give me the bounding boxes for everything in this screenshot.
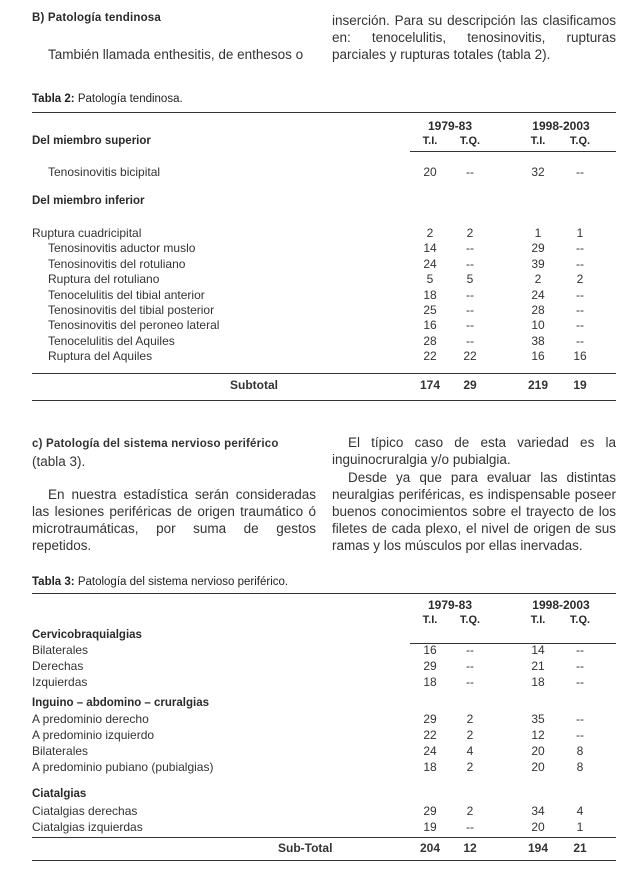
table3-cervico-row bbox=[32, 675, 616, 690]
section-b-heading: B) Patología tendinosa bbox=[32, 12, 161, 24]
table2-caption-label: Tabla 2: bbox=[32, 93, 75, 105]
table3-inguino-cell-b: 2 bbox=[466, 712, 474, 726]
table2-upper-cell-a: 20 bbox=[423, 165, 437, 179]
table3-cervico-cell-a: 18 bbox=[423, 675, 437, 689]
table2-col-tq-2: T.Q. bbox=[569, 135, 591, 147]
table2-col-ti-2: T.I. bbox=[530, 135, 546, 147]
table2-lower-cell-d: -- bbox=[576, 256, 584, 271]
table3-cervico-row-label: Derechas bbox=[32, 659, 84, 673]
table2-lower-cell-b: 2 bbox=[466, 226, 474, 240]
table2-lower-row bbox=[32, 272, 616, 287]
table2-lower-row-label: Tenosinovitis del peroneo lateral bbox=[48, 318, 220, 333]
table2-upper-cell-b: -- bbox=[466, 165, 474, 179]
table3-col-ti-2: T.I. bbox=[530, 614, 546, 626]
table3-inguino-cell-c: 20 bbox=[531, 744, 545, 758]
table2-lower-row-label: Tenocelulitis del Aquiles bbox=[48, 333, 175, 348]
table2-lower-cell-d: 1 bbox=[576, 226, 584, 240]
table3-caption-label: Tabla 3: bbox=[32, 576, 75, 588]
table3-ciatalgias-row bbox=[32, 804, 616, 819]
table3-inguino-row bbox=[32, 744, 616, 759]
table3-col-tq-2: T.Q. bbox=[569, 614, 591, 626]
table2-header-rule bbox=[410, 151, 616, 152]
table2-lower-cell-b: 5 bbox=[466, 272, 474, 287]
table2-lower-cell-a: 22 bbox=[423, 349, 437, 364]
table3-subtotal-b: 12 bbox=[463, 841, 477, 855]
table3-inguino-cell-b: 2 bbox=[466, 728, 474, 742]
table3-cervico-cell-d: -- bbox=[576, 643, 584, 657]
table2-lower-cell-c: 1 bbox=[534, 226, 542, 240]
table3-inguino-cell-c: 35 bbox=[531, 712, 545, 726]
table3-subtotal-d: 21 bbox=[573, 841, 587, 855]
table3-top-rule bbox=[32, 593, 616, 594]
table3-ciatalgias-cell-a: 19 bbox=[423, 820, 437, 834]
table2-subtotal-row bbox=[32, 378, 616, 393]
table2-lower-cell-c: 28 bbox=[531, 303, 545, 317]
table2-subtotal-b: 29 bbox=[463, 378, 477, 392]
table2-lower-cell-d: 2 bbox=[576, 272, 584, 287]
table2-lower-cell-a: 25 bbox=[423, 303, 437, 317]
table2-group-lower: Del miembro inferior bbox=[32, 195, 145, 207]
table2-lower-cell-c: 29 bbox=[531, 241, 545, 256]
table3-inguino-cell-b: 4 bbox=[466, 744, 474, 758]
table2-period-2: 1998-2003 bbox=[532, 119, 590, 133]
table2-lower-cell-c: 16 bbox=[531, 349, 545, 364]
table2-lower-cell-d: -- bbox=[576, 287, 584, 302]
section-c-right-paragraph-2: Desde ya que para evaluar las distintas neuralgias periféricas, es indispensable poseer buenos conocimientos sobre el trayecto de los filetes de cada plexo, el nivel de origen de sus ramas y los músculos por ellas inervadas. bbox=[332, 470, 616, 553]
table3-ciatalgias-cell-b: -- bbox=[466, 820, 474, 834]
table3-inguino-row-label: A predominio izquierdo bbox=[32, 728, 155, 742]
section-b-right-text: inserción. Para su descripción las clasificamos en: tenocelulitis, tenosinovitis, rupturas parciales y rupturas totales (tabla 2). bbox=[332, 13, 616, 62]
table3-bottom-rule bbox=[32, 860, 616, 861]
table3-period-2: 1998-2003 bbox=[532, 598, 590, 612]
table2-lower-cell-d: -- bbox=[576, 241, 584, 256]
table2-lower-cell-a: 16 bbox=[423, 318, 437, 333]
table3-inguino-cell-d: -- bbox=[576, 728, 584, 742]
table2-lower-cell-d: -- bbox=[576, 318, 584, 333]
table3-inguino-cell-c: 12 bbox=[531, 728, 545, 742]
table3-cervico-cell-d: -- bbox=[576, 659, 584, 673]
table3-inguino-row bbox=[32, 760, 616, 775]
table2-caption bbox=[32, 93, 183, 105]
table2-lower-row bbox=[32, 257, 616, 272]
table2-subtotal-rule bbox=[32, 373, 616, 374]
table2-lower-cell-d: -- bbox=[576, 303, 584, 317]
table3-cervico-row bbox=[32, 643, 616, 658]
table2-lower-row-label: Tenosinovitis aductor muslo bbox=[48, 241, 196, 256]
section-c-heading: c) Patología del sistema nervioso periférico bbox=[32, 438, 279, 450]
table3-subtotal-rule bbox=[32, 837, 616, 838]
table3-cervico-cell-c: 18 bbox=[531, 675, 545, 689]
table3-inguino-row-label: A predominio pubiano (pubialgias) bbox=[32, 760, 214, 774]
table3-group-ciatalgias: Ciatalgias bbox=[32, 788, 87, 800]
table2-lower-cell-c: 39 bbox=[531, 256, 545, 271]
table3-caption-title: Patología del sistema nervioso periférico. bbox=[77, 576, 289, 588]
table3-cervico-cell-b: -- bbox=[466, 659, 474, 673]
table3-group-inguino: Inguino – abdomino – cruralgias bbox=[32, 697, 209, 709]
table3-cervico-row-label: Bilaterales bbox=[32, 643, 89, 657]
table2-lower-cell-a: 28 bbox=[423, 333, 437, 348]
table3-cervico-cell-b: -- bbox=[466, 643, 474, 657]
table2-lower-row-label: Ruptura del rotuliano bbox=[48, 272, 160, 287]
table3-group-cervicobraquialgias: Cervicobraquialgias bbox=[32, 629, 142, 641]
table3-cervico-cell-d: -- bbox=[576, 675, 584, 689]
table3-ciatalgias-row-label: Ciatalgias derechas bbox=[32, 804, 138, 818]
table2-lower-row bbox=[32, 241, 616, 256]
section-c-heading-block bbox=[32, 434, 316, 470]
table2-lower-cell-d: 16 bbox=[573, 349, 587, 364]
table2-lower-cell-b: -- bbox=[466, 318, 474, 333]
table3-ciatalgias-row bbox=[32, 820, 616, 835]
table2-lower-row-label: Tenosinovitis del tibial posterior bbox=[48, 303, 215, 317]
table3-ciatalgias-cell-a: 29 bbox=[423, 804, 437, 818]
section-b-left-text: También llamada enthesitis, de enthesos o bbox=[48, 47, 304, 62]
table2-lower-cell-c: 10 bbox=[531, 318, 545, 333]
table2-subtotal-c: 219 bbox=[527, 378, 549, 392]
table2-lower-cell-b: -- bbox=[466, 287, 474, 302]
table2-upper-cell-d: -- bbox=[576, 165, 584, 179]
table3-cervico-row-label: Izquierdas bbox=[32, 675, 88, 689]
table2-caption-title: Patología tendinosa. bbox=[77, 93, 183, 105]
table3-inguino-cell-d: 8 bbox=[576, 744, 584, 758]
section-c-right-paragraph-1: El típico caso de esta variedad es la inguinocruralgia y/o pubialgia. bbox=[332, 435, 616, 467]
table2-lower-cell-b: -- bbox=[466, 256, 474, 271]
table3-inguino-cell-a: 22 bbox=[423, 728, 437, 742]
table3-cervico-cell-c: 21 bbox=[531, 659, 545, 673]
table3-subtotal-row bbox=[32, 841, 616, 856]
table3-inguino-row bbox=[32, 712, 616, 727]
table2-lower-cell-c: 38 bbox=[531, 333, 545, 348]
table2-lower-cell-b: 22 bbox=[463, 349, 477, 364]
table2-subtotal-a: 174 bbox=[419, 378, 441, 392]
table2-lower-row bbox=[32, 334, 616, 349]
table2-lower-cell-b: -- bbox=[466, 303, 474, 317]
table2-lower-cell-a: 2 bbox=[426, 226, 434, 240]
table2-upper-cell-c: 32 bbox=[531, 165, 545, 179]
table3-cervico-cell-c: 14 bbox=[531, 643, 545, 657]
table3-cervico-row bbox=[32, 659, 616, 674]
table3-cervico-cell-a: 29 bbox=[423, 659, 437, 673]
table2-lower-cell-a: 14 bbox=[423, 241, 437, 256]
table3-inguino-cell-a: 29 bbox=[423, 712, 437, 726]
table3-subtotal-a: 204 bbox=[419, 841, 441, 855]
table2-lower-row-label: Tenosinovitis del rotuliano bbox=[48, 256, 186, 271]
table3-inguino-row-label: Bilaterales bbox=[32, 744, 89, 758]
table2-period-1: 1979-83 bbox=[427, 119, 473, 133]
table3-inguino-cell-d: -- bbox=[576, 712, 584, 726]
table2-bottom-rule bbox=[32, 400, 616, 401]
table2-lower-cell-b: -- bbox=[466, 333, 474, 348]
table2-upper-row-label: Tenosinovitis bicipital bbox=[48, 165, 161, 179]
table2-lower-row-label: Ruptura cuadricipital bbox=[32, 226, 142, 240]
table2-col-ti-1: T.I. bbox=[422, 135, 438, 147]
table3-ciatalgias-cell-b: 2 bbox=[466, 804, 474, 818]
table2-lower-row bbox=[32, 303, 616, 318]
table3-col-ti-1: T.I. bbox=[422, 614, 438, 626]
table3-ciatalgias-cell-d: 4 bbox=[576, 804, 584, 818]
table3-subtotal-label: Sub-Total bbox=[278, 841, 333, 855]
table3-inguino-cell-c: 20 bbox=[531, 760, 545, 774]
table2-subtotal-label: Subtotal bbox=[230, 378, 278, 392]
table2-lower-row bbox=[32, 349, 616, 364]
table3-inguino-cell-a: 24 bbox=[423, 744, 437, 758]
table2-lower-row-label: Ruptura del Aquiles bbox=[48, 349, 153, 364]
table3-inguino-cell-b: 2 bbox=[466, 760, 474, 774]
table3-col-tq-1: T.Q. bbox=[459, 614, 481, 626]
table2-col-tq-1: T.Q. bbox=[459, 135, 481, 147]
table2-lower-row-label: Tenocelulitis del tibial anterior bbox=[48, 287, 205, 302]
table3-ciatalgias-cell-c: 20 bbox=[531, 820, 545, 834]
table3-period-1: 1979-83 bbox=[427, 598, 473, 612]
table3-inguino-row-label: A predominio derecho bbox=[32, 712, 149, 726]
section-c-left-paragraph: En nuestra estadística serán consideradas las lesiones periféricas de origen traumático ó microtraumáticas, por suma de gestos repetidos. bbox=[32, 487, 316, 553]
table3-inguino-row bbox=[32, 728, 616, 743]
table2-lower-cell-a: 24 bbox=[423, 256, 437, 271]
table2-lower-row bbox=[32, 318, 616, 333]
table3-ciatalgias-row-label: Ciatalgias izquierdas bbox=[32, 820, 143, 834]
table2-lower-row bbox=[32, 226, 616, 241]
table2-lower-cell-b: -- bbox=[466, 241, 474, 256]
table3-cervico-cell-a: 16 bbox=[423, 643, 437, 657]
table2-lower-cell-c: 24 bbox=[531, 287, 545, 302]
table3-inguino-cell-d: 8 bbox=[576, 760, 584, 774]
table2-top-rule bbox=[32, 112, 616, 113]
section-c-heading-tail: (tabla 3). bbox=[32, 454, 86, 469]
table3-subtotal-c: 194 bbox=[527, 841, 549, 855]
table3-caption bbox=[32, 576, 288, 588]
table2-lower-cell-c: 2 bbox=[534, 272, 542, 287]
table2-upper-row bbox=[32, 165, 616, 180]
table2-lower-cell-d: -- bbox=[576, 333, 584, 348]
table2-subtotal-d: 19 bbox=[573, 378, 587, 392]
table3-cervico-cell-b: -- bbox=[466, 675, 474, 689]
table3-ciatalgias-cell-c: 34 bbox=[531, 804, 545, 818]
table3-ciatalgias-cell-d: 1 bbox=[576, 820, 584, 834]
table2-lower-row bbox=[32, 288, 616, 303]
table2-group-upper: Del miembro superior bbox=[32, 135, 151, 147]
table2-lower-cell-a: 5 bbox=[426, 272, 434, 287]
table2-lower-cell-a: 18 bbox=[423, 287, 437, 302]
table3-inguino-cell-a: 18 bbox=[423, 760, 437, 774]
